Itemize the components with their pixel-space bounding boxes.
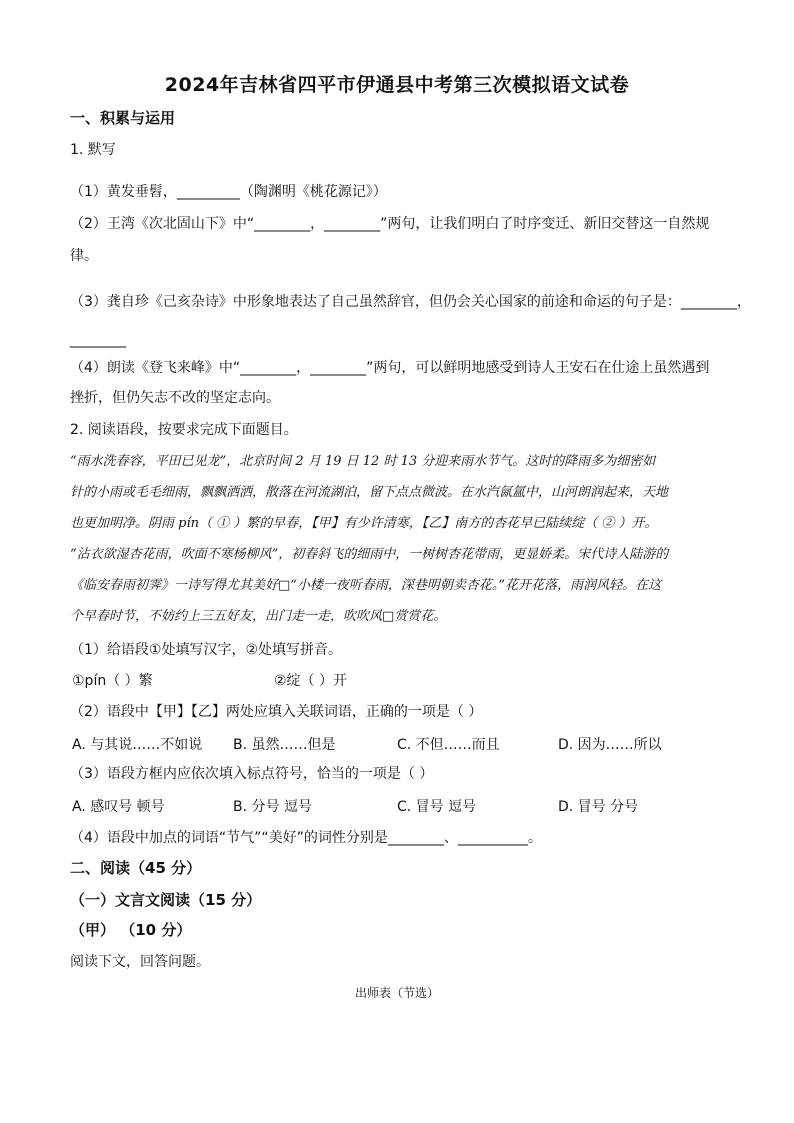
question-1-item-3: （3）龚自珍《己亥杂诗》中形象地表达了自己虽然辞官，但仍会关心国家的前途和命运的句子是：________， [70,294,751,310]
question-1-item-2-cont: 律。 [70,248,98,264]
question-2-sub-1: （1）给语段①处填写汉字，②处填写拼音。 [70,642,343,658]
question-2-sub-2: （2）语段中【甲】【乙】两处应填入关联词语，正确的一项是（ ） [70,704,483,720]
article-title: 出师表（节选） [354,986,439,1000]
sub-1-blank-a: ①pín（ ）繁 [72,673,153,689]
sub-2-option-b: B. 虽然……但是 [233,737,336,753]
sub-2-option-c: C. 不但……而且 [397,737,500,753]
reading-instruction: 阅读下文，回答问题。 [70,954,210,970]
sub-2-option-d: D. 因为……所以 [558,737,662,753]
question-1-item-4: （4）朗读《登飞来峰》中“________，________”两句，可以鲜明地感受到诗人王安石在仕途上虽然遇到 [70,360,710,376]
reading-passage [70,446,724,632]
passage-line: 针的小雨或毛毛细雨，飘飘洒洒，散落在河流湖泊，留下点点微波。在水汽氤氲中，山河朗润起来，天地 [70,485,669,500]
sub-3-option-a: A. 感叹号 顿号 [72,799,165,815]
sub-3-option-b: B. 分号 逗号 [233,799,312,815]
passage-line: 《临安春雨初霁》一诗写得尤其美好□“小楼一夜听春雨，深巷明朝卖杏花。”花开花落，雨润风轻。在这 [70,578,662,593]
sub-2-option-a: A. 与其说……不如说 [72,737,203,753]
part-heading: （甲） （10 分） [70,921,192,939]
subsection-heading: （一）文言文阅读（15 分） [70,891,262,909]
question-1-title: 1. 默写 [70,142,116,158]
passage-line: “雨水洗春容，平田已见龙”，北京时间 2 月 19 日 12 时 13 分迎来雨水节气。这时的降雨多为细密如 [70,454,656,469]
page-title: 2024年吉林省四平市伊通县中考第三次模拟语文试卷 [164,74,630,96]
section-heading-2: 二、阅读（45 分） [70,859,202,877]
question-2-sub-4: （4）语段中加点的词语“节气”“美好”的词性分别是________、__________。 [70,830,542,846]
question-1-item-4-cont: 挫折，但仍矢志不改的坚定志向。 [70,390,280,406]
passage-line: 个早春时节，不妨约上三五好友，出门走一走，吹吹风□赏赏花。 [70,609,447,624]
sub-3-option-c: C. 冒号 逗号 [397,799,477,815]
question-2-sub-3: （3）语段方框内应依次填入标点符号，恰当的一项是（ ） [70,766,434,782]
sub-3-option-d: D. 冒号 分号 [558,799,639,815]
question-1-item-1: （1）黄发垂髫，_________（陶渊明《桃花源记》） [70,184,387,200]
passage-line: “沾衣欲湿杏花雨，吹面不寒杨柳风”，初春斜飞的细雨中，一树树杏花带雨，更显娇柔。宋代诗人陆游的 [70,547,669,562]
question-1-item-2: （2）王湾《次北固山下》中“________，________”两句，让我们明白了时序变迁、新旧交替这一自然规 [70,216,710,232]
passage-line: 也更加明净。阴雨 pín（ ① ）繁的早春，【甲】有少许清寒，【乙】南方的杏花早已陆续绽（ ② ）开。 [70,516,658,531]
section-heading-1: 一、积累与运用 [70,109,176,127]
question-2-title: 2. 阅读语段，按要求完成下面题目。 [70,422,298,438]
sub-1-blank-b: ②绽（ ）开 [274,673,348,689]
question-1-item-3-cont: ________ [70,332,126,348]
